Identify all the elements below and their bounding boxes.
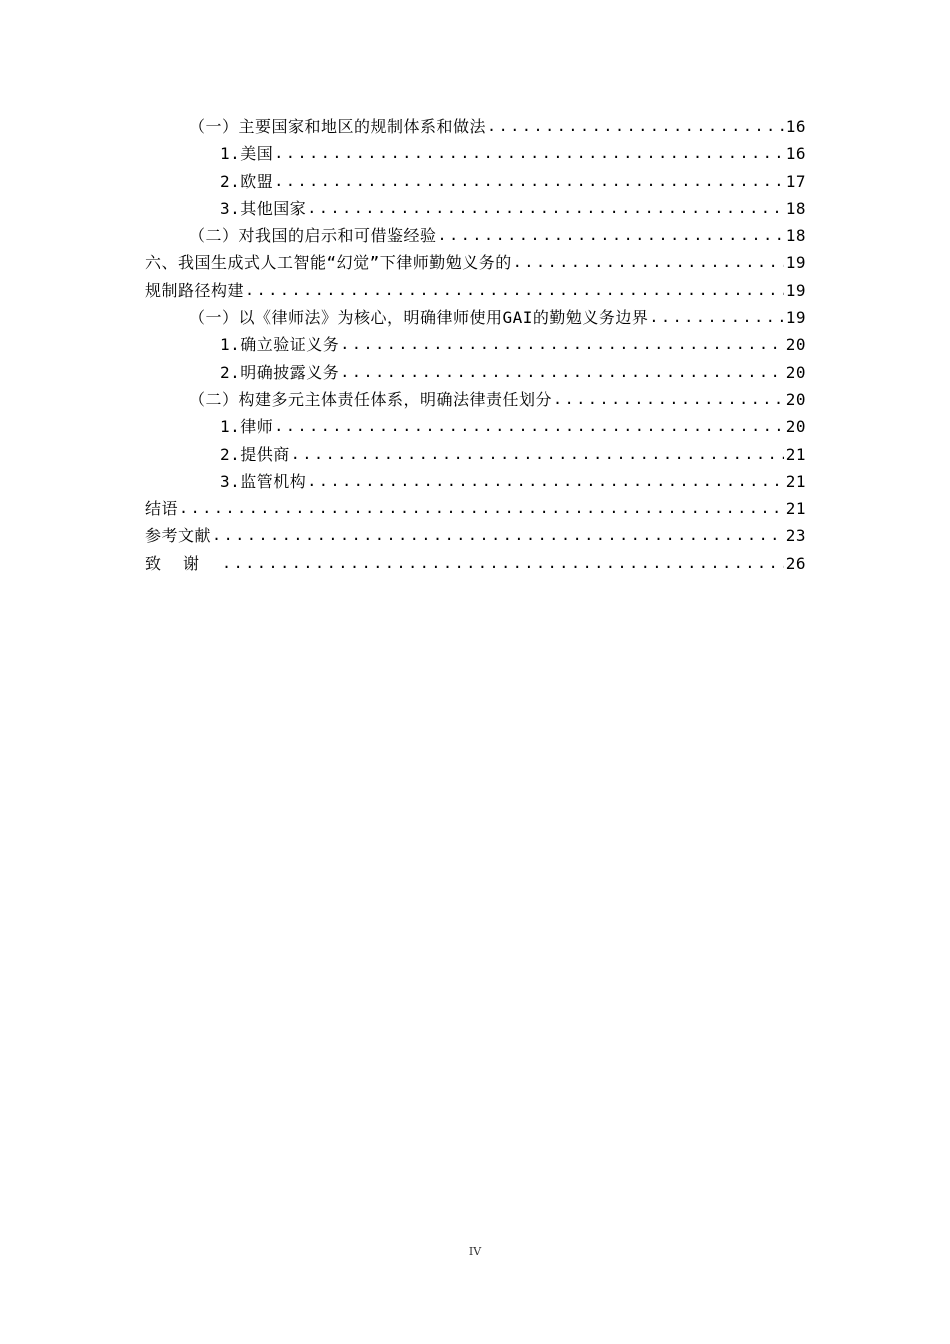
toc-entry-title: （二）对我国的启示和可借鉴经验 <box>189 226 437 246</box>
toc-entry-title: 1.律师 <box>220 417 274 437</box>
toc-entry-page: 19 <box>785 308 806 328</box>
toc-leader-dots <box>307 468 783 495</box>
toc-entry-page: 20 <box>785 335 806 355</box>
toc-entry-title: 规制路径构建 <box>145 280 245 300</box>
toc-entry-title: 1.确立验证义务 <box>220 335 340 355</box>
toc-entry-title: 1.美国 <box>220 144 274 164</box>
toc-entry-title: （一）以《律师法》为核心，明确律师使用GAI的勤勉义务边界 <box>189 308 649 328</box>
toc-entry[interactable] <box>145 331 806 358</box>
toc-leader-dots <box>245 277 784 304</box>
toc-leader-dots <box>649 304 783 331</box>
toc-entry[interactable] <box>145 359 806 386</box>
toc-leader-dots <box>274 140 783 167</box>
toc-entry-title: 3.监管机构 <box>220 471 307 491</box>
toc-entry-title: 结语 <box>145 499 179 519</box>
toc-leader-dots <box>274 413 783 440</box>
toc-entry-title: 3.其他国家 <box>220 198 307 218</box>
toc-leader-dots <box>179 495 784 522</box>
toc-entry[interactable] <box>145 468 806 495</box>
toc-entry-title: 2.欧盟 <box>220 171 274 191</box>
toc-entry-page: 21 <box>785 499 806 519</box>
toc-entry-page: 18 <box>785 198 806 218</box>
toc-entry-page: 20 <box>785 389 806 409</box>
toc-leader-dots <box>553 386 784 413</box>
toc-entry[interactable] <box>145 495 806 522</box>
toc-entry-page: 19 <box>785 280 806 300</box>
toc-entry[interactable] <box>145 386 806 413</box>
toc-entry-page: 17 <box>785 171 806 191</box>
toc-entry-page: 21 <box>785 444 806 464</box>
toc-entry[interactable] <box>145 413 806 440</box>
toc-entry-page: 20 <box>785 417 806 437</box>
toc-entry[interactable] <box>145 140 806 167</box>
toc-entry[interactable] <box>145 249 806 276</box>
toc-entry-page: 26 <box>785 553 806 573</box>
toc-leader-dots <box>340 331 783 358</box>
toc-entry[interactable] <box>145 277 806 304</box>
toc-leader-dots <box>307 195 783 222</box>
page-number: IV <box>468 1245 482 1258</box>
toc-entry[interactable] <box>145 522 806 549</box>
toc-leader-dots <box>291 441 784 468</box>
toc-entry-page: 20 <box>785 362 806 382</box>
toc-entry-title: （一）主要国家和地区的规制体系和做法 <box>189 117 487 136</box>
toc-leader-dots <box>212 522 784 549</box>
toc-entry-page: 19 <box>785 253 806 273</box>
toc-entry-title: 2.明确披露义务 <box>220 362 340 382</box>
toc-entry[interactable] <box>145 222 806 249</box>
toc-entry-title: 2.提供商 <box>220 444 290 464</box>
toc-entry-page: 16 <box>785 117 806 136</box>
toc-leader-dots <box>340 359 783 386</box>
toc-entry-page: 16 <box>785 144 806 164</box>
toc-leader-dots <box>274 168 783 195</box>
toc-leader-dots <box>513 249 784 276</box>
toc-entry[interactable] <box>145 168 806 195</box>
toc-entry[interactable] <box>145 195 806 222</box>
toc-entry-title: 致谢 <box>145 553 222 573</box>
toc-entry-page: 21 <box>785 471 806 491</box>
table-of-contents <box>145 113 806 577</box>
toc-entry-title: 参考文献 <box>145 526 212 546</box>
toc-entry[interactable] <box>145 113 806 140</box>
toc-leader-dots <box>222 550 784 577</box>
toc-entry-title: （二）构建多元主体责任体系，明确法律责任划分 <box>189 389 553 409</box>
toc-leader-dots <box>487 113 784 140</box>
toc-entry[interactable] <box>145 441 806 468</box>
toc-entry[interactable] <box>145 550 806 577</box>
toc-entry-page: 23 <box>785 526 806 546</box>
toc-entry-title: 六、我国生成式人工智能“幻觉”下律师勤勉义务的 <box>145 253 512 273</box>
toc-entry-page: 18 <box>785 226 806 246</box>
toc-leader-dots <box>438 222 784 249</box>
toc-entry[interactable] <box>145 304 806 331</box>
